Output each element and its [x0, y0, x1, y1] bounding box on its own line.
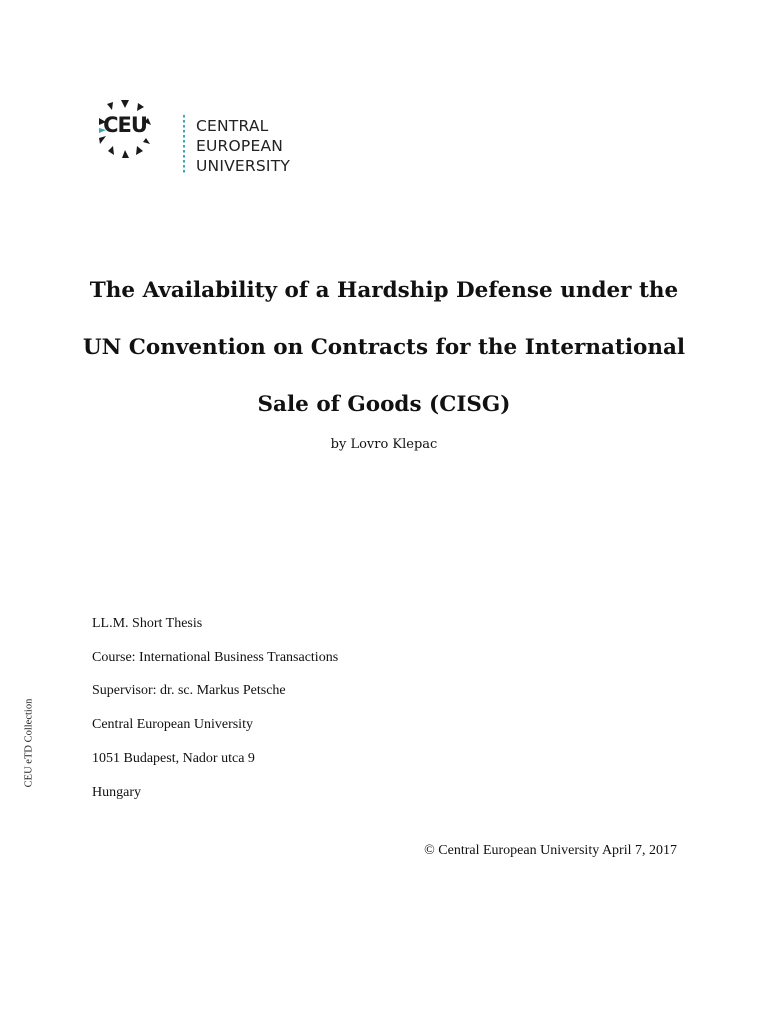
logo-word: CENTRAL — [196, 117, 269, 135]
logo-word: EUROPEAN — [196, 137, 284, 155]
detail-line: LL.M. Short Thesis — [92, 616, 203, 631]
detail-line: Supervisor: dr. sc. Markus Petsche — [92, 683, 286, 699]
logo-wordmark — [196, 116, 290, 176]
logo-divider — [183, 115, 185, 175]
detail-line: Course: International Business Transactions — [92, 649, 339, 665]
thesis-details — [92, 607, 338, 809]
title-line: The Availability of a Hardship Defense under the — [89, 278, 679, 303]
title-line: UN Convention on Contracts for the International — [82, 335, 686, 360]
detail-line: Central European University — [92, 717, 253, 733]
title-line: Sale of Goods (CISG) — [257, 392, 511, 417]
author-line: by Lovro Klepac — [330, 437, 438, 452]
detail-line: 1051 Budapest, Nador utca 9 — [92, 750, 255, 766]
logo-word: UNIVERSITY — [196, 157, 291, 175]
logo-abbrev: CEU — [103, 113, 147, 137]
collection-sidebar-label: CEU eTD Collection — [23, 698, 35, 788]
detail-line: Hungary — [92, 784, 141, 800]
copyright-notice: © Central European University April 7, 2017 — [424, 843, 677, 858]
ceu-logo — [86, 92, 308, 184]
thesis-title — [40, 262, 728, 433]
